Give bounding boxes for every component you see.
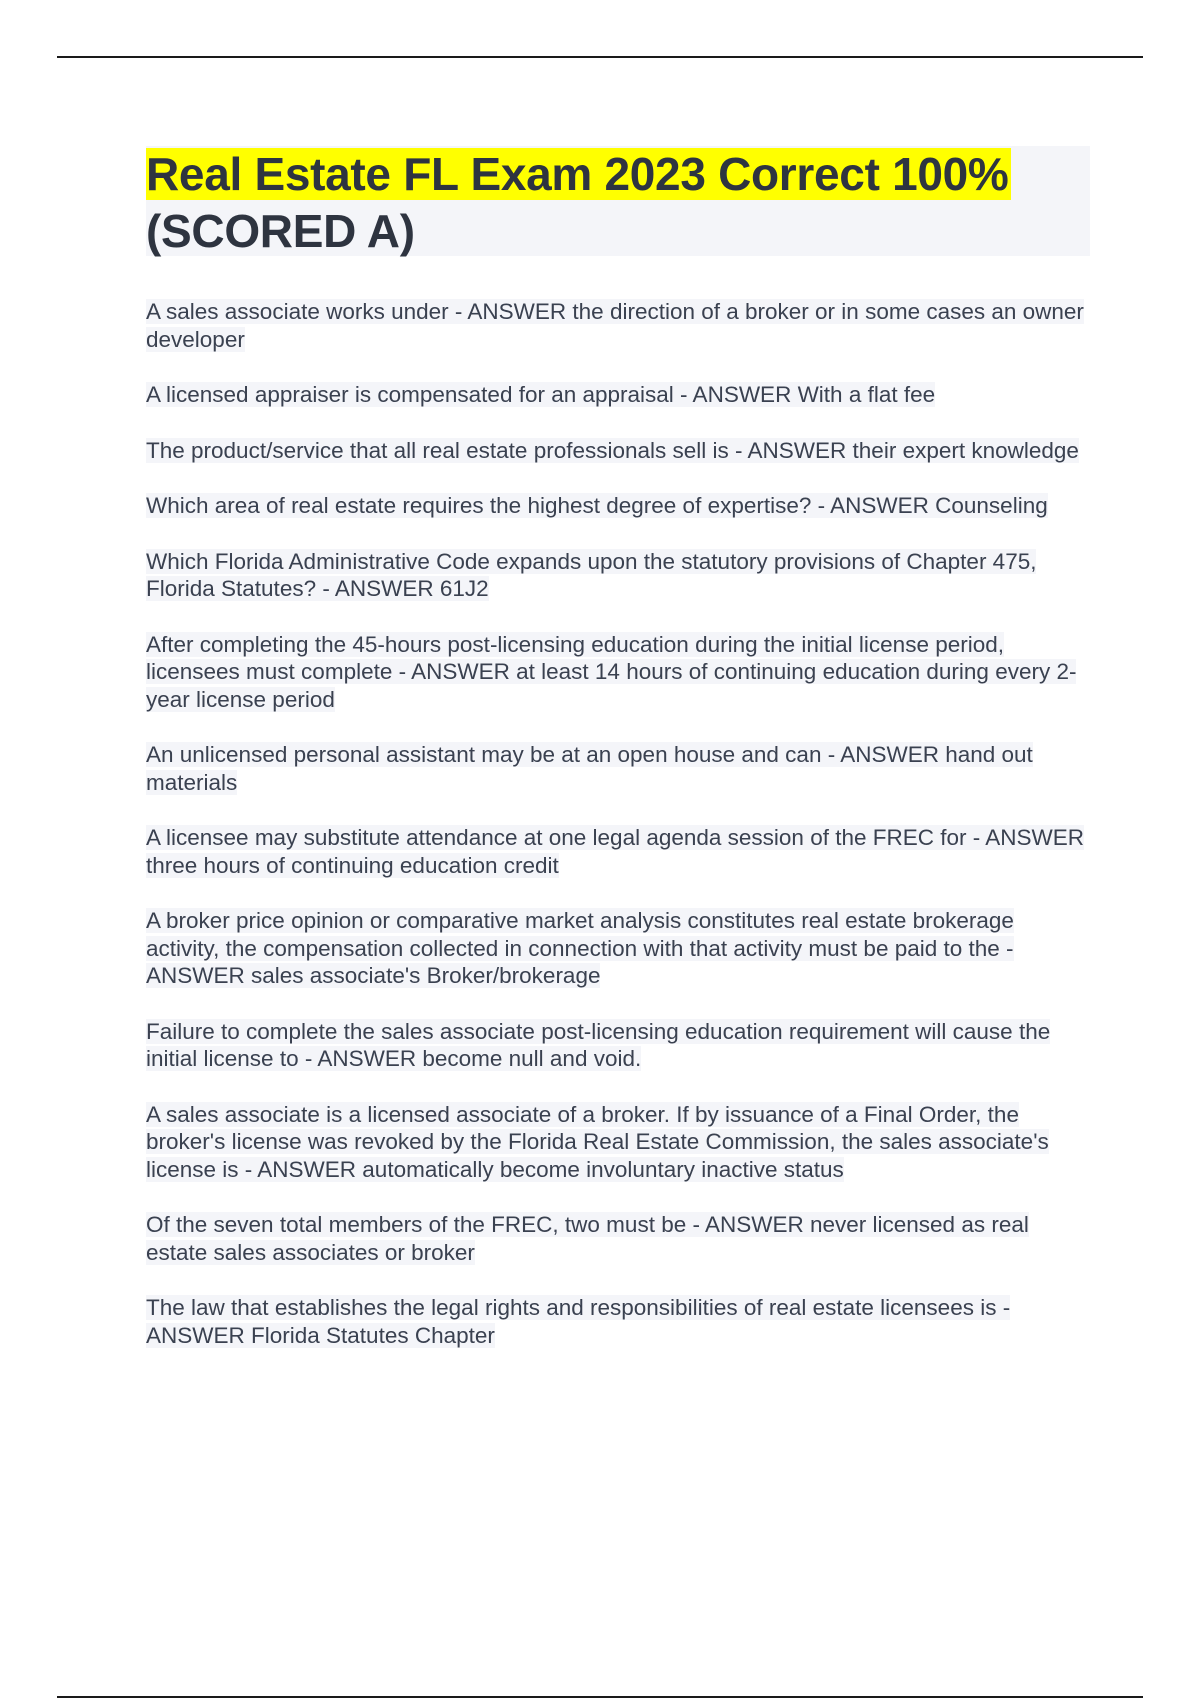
qa-text: Of the seven total members of the FREC, two must be - ANSWER never licensed as real estate sales associates or broker bbox=[146, 1212, 1029, 1265]
qa-item bbox=[146, 1101, 1090, 1184]
qa-item bbox=[146, 1211, 1090, 1266]
qa-text: Which area of real estate requires the highest degree of expertise? - ANSWER Counseling bbox=[146, 493, 1048, 518]
top-rule bbox=[57, 56, 1143, 58]
qa-item bbox=[146, 824, 1090, 879]
document-body bbox=[146, 146, 1090, 1377]
qa-text: A licensee may substitute attendance at one legal agenda session of the FREC for - ANSWER three hours of continuing education credit bbox=[146, 825, 1085, 878]
qa-text: The product/service that all real estate professionals sell is - ANSWER their expert knowledge bbox=[146, 437, 1079, 463]
page-title bbox=[146, 146, 1084, 260]
qa-item bbox=[146, 437, 1090, 465]
qa-text: A sales associate is a licensed associate of a broker. If by issuance of a Final Order, the broker's license was revoked by the Florida Real Estate Commission, the sales associate's license is - ANSWER automatically become involuntary inactive status bbox=[146, 1101, 1049, 1182]
qa-item bbox=[146, 381, 1090, 409]
qa-item bbox=[146, 1294, 1090, 1349]
qa-list bbox=[146, 298, 1090, 1349]
title-subtitle: (SCORED A) bbox=[146, 205, 415, 257]
qa-text: A licensed appraiser is compensated for an appraisal - ANSWER With a flat fee bbox=[146, 382, 936, 407]
qa-text: A sales associate works under - ANSWER the direction of a broker or in some cases an owner developer bbox=[146, 299, 1084, 352]
qa-text: After completing the 45-hours post-licensing education during the initial license period, licensees must complete - ANSWER at least 14 hours of continuing education during every 2-year license period bbox=[146, 631, 1077, 712]
title-highlighted: Real Estate FL Exam 2023 Correct 100% bbox=[146, 148, 1009, 200]
qa-item bbox=[146, 741, 1090, 796]
qa-item bbox=[146, 907, 1090, 990]
qa-text: An unlicensed personal assistant may be at an open house and can - ANSWER hand out materials bbox=[146, 742, 1033, 795]
qa-text: A broker price opinion or comparative market analysis constitutes real estate brokerage activity, the compensation collected in connection with that activity must be paid to the - ANSWER sales associate's Broker/brokerage bbox=[146, 908, 1014, 988]
qa-text: Failure to complete the sales associate post-licensing education requirement will cause the initial license to - ANSWER become null and void. bbox=[146, 1018, 1051, 1071]
title-block bbox=[146, 146, 1090, 256]
qa-item bbox=[146, 492, 1090, 520]
bottom-rule bbox=[57, 1696, 1143, 1698]
qa-text: Which Florida Administrative Code expands upon the statutory provisions of Chapter 475, Florida Statutes? - ANSWER 61J2 bbox=[146, 548, 1037, 601]
qa-text: The law that establishes the legal rights and responsibilities of real estate licensees is - ANSWER Florida Statutes Chapter bbox=[146, 1295, 1011, 1348]
qa-item bbox=[146, 548, 1090, 603]
qa-item bbox=[146, 631, 1090, 714]
qa-item bbox=[146, 1018, 1090, 1073]
qa-item bbox=[146, 298, 1090, 353]
